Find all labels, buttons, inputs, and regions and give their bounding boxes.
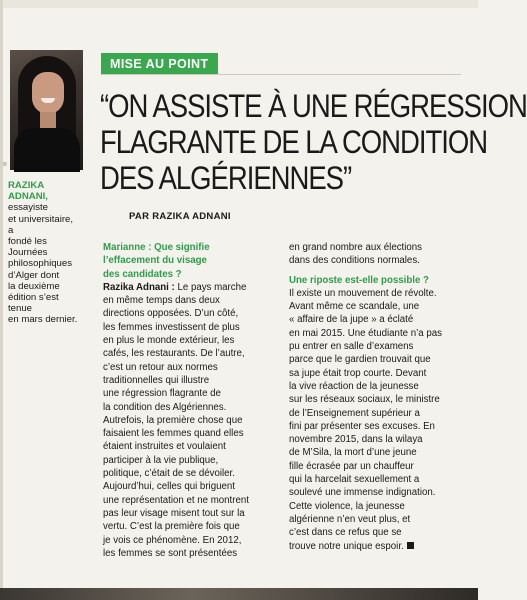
body-line: sa jupe était trop courte. Devant: [289, 367, 427, 379]
section-badge: MISE AU POINT: [101, 53, 218, 75]
right-column: [289, 241, 469, 553]
body-line: une représentation et ne montrent: [103, 494, 249, 506]
body-line: en mai 2015. Une étudiante n’a pas: [289, 327, 442, 339]
body-text: trouve notre unique espoir.: [289, 540, 404, 552]
body-line: cafés, les restaurants. De l’autre,: [103, 348, 245, 360]
photo-clothing: [14, 128, 80, 172]
question-line: l’effacement du visage: [103, 255, 207, 267]
page-top-edge: [0, 0, 478, 8]
caption-line: d’Alger dont: [8, 269, 60, 281]
headline-line: “ON ASSISTE À UNE RÉGRESSION: [100, 88, 527, 124]
body-line: de M’Sila, la mort d’une jeune: [289, 447, 417, 459]
body-line: étaient instruites et voulaient: [103, 441, 226, 453]
left-column: [103, 241, 283, 560]
body-line: fini par présenter ses excuses. En: [289, 420, 435, 432]
headline-line: FLAGRANTE DE LA CONDITION: [100, 124, 488, 160]
body-line: politique, c’était de se dévoiler.: [103, 468, 235, 480]
body-line: qui la harcelait sexuellement a: [289, 474, 420, 486]
headline-line: DES ALGÉRIENNES”: [100, 160, 352, 196]
body-line: « affaire de la jupe » a éclaté: [289, 314, 414, 326]
byline: PAR RAZIKA ADNANI: [129, 211, 231, 222]
body-line: Aujourd’hui, celles qui briguent: [103, 481, 235, 493]
body-line: en même temps dans deux: [103, 295, 220, 307]
answer-label: Razika Adnani :: [103, 281, 175, 293]
body-line: c’est dans ce refus que se: [289, 527, 402, 539]
article-headline: [100, 88, 527, 196]
body-line: la vive réaction de la jeunesse: [289, 380, 419, 392]
page-bottom-strip: [0, 588, 478, 600]
body-line: Il existe un mouvement de révolte.: [289, 287, 437, 299]
caption-line: essayiste: [8, 202, 48, 214]
body-line: participer à la vie publique,: [103, 454, 219, 466]
author-photo: [10, 50, 83, 170]
body-line: novembre 2015, dans la wilaya: [289, 434, 423, 446]
body-line: directions opposées. D’un côté,: [103, 308, 239, 320]
photo-neck: [40, 112, 56, 128]
body-line: fille écrasée par un chauffeur: [289, 460, 414, 472]
body-line: de l’Enseignement supérieur a: [289, 407, 420, 419]
author-caption: [8, 180, 80, 326]
photo-credit: ©: [3, 162, 7, 168]
caption-line: et universitaire, a: [8, 213, 74, 236]
question-line: Marianne : Que signifie: [103, 242, 210, 253]
body-line: parce que le gardien trouvait que: [289, 354, 431, 366]
body-line: algérienne n’en veut plus, et: [289, 513, 411, 525]
caption-line: philosophiques: [8, 258, 73, 270]
body-line: vertu. C’est la première fois que: [103, 521, 240, 533]
body-line: traditionnelles qui illustre: [103, 374, 210, 386]
body-line: soulevé une immense indignation.: [289, 487, 436, 499]
body-line: en plus le monde extérieur, les: [103, 335, 235, 347]
body-line: [103, 281, 283, 294]
body-line: les femmes se sont présentées: [103, 547, 238, 559]
body-line: Autrefois, la première chose que: [103, 414, 243, 426]
caption-line: fondé les Journées: [8, 236, 48, 259]
body-text: Le pays marche: [174, 281, 247, 293]
page-left-edge: [0, 0, 3, 600]
caption-name: RAZIKA ADNANI,: [8, 180, 48, 203]
question-line: des candidates ?: [103, 268, 182, 280]
caption-line: en mars dernier.: [8, 314, 78, 326]
body-line: Avant même ce scandale, une: [289, 301, 420, 313]
body-line: dans des conditions normales.: [289, 255, 420, 267]
body-line: [289, 540, 469, 553]
caption-line: la deuxième: [8, 280, 60, 292]
body-line: faisaient les femmes quand elles: [103, 428, 244, 440]
badge-rule: [101, 74, 461, 75]
body-line: pu entrer en salle d’examens: [289, 341, 414, 353]
end-mark-icon: [407, 542, 414, 549]
body-line: je vois ce phénomène. En 2012,: [103, 534, 242, 546]
body-line: pas leur visage misent tout sur la: [103, 507, 245, 519]
body-line: les femmes investissent de plus: [103, 321, 240, 333]
body-line: une régression flagrante de: [103, 388, 221, 400]
caption-line: édition s’est tenue: [8, 292, 59, 315]
body-line: c’est un retour aux normes: [103, 361, 218, 373]
body-line: Cette violence, la jeunesse: [289, 500, 405, 512]
body-line: sur les réseaux sociaux, le ministre: [289, 394, 440, 406]
question-line: Une riposte est-elle possible ?: [289, 274, 429, 286]
photo-face: [32, 72, 64, 114]
body-line: en grand nombre aux élections: [289, 242, 423, 253]
body-line: la condition des Algériennes.: [103, 401, 227, 413]
